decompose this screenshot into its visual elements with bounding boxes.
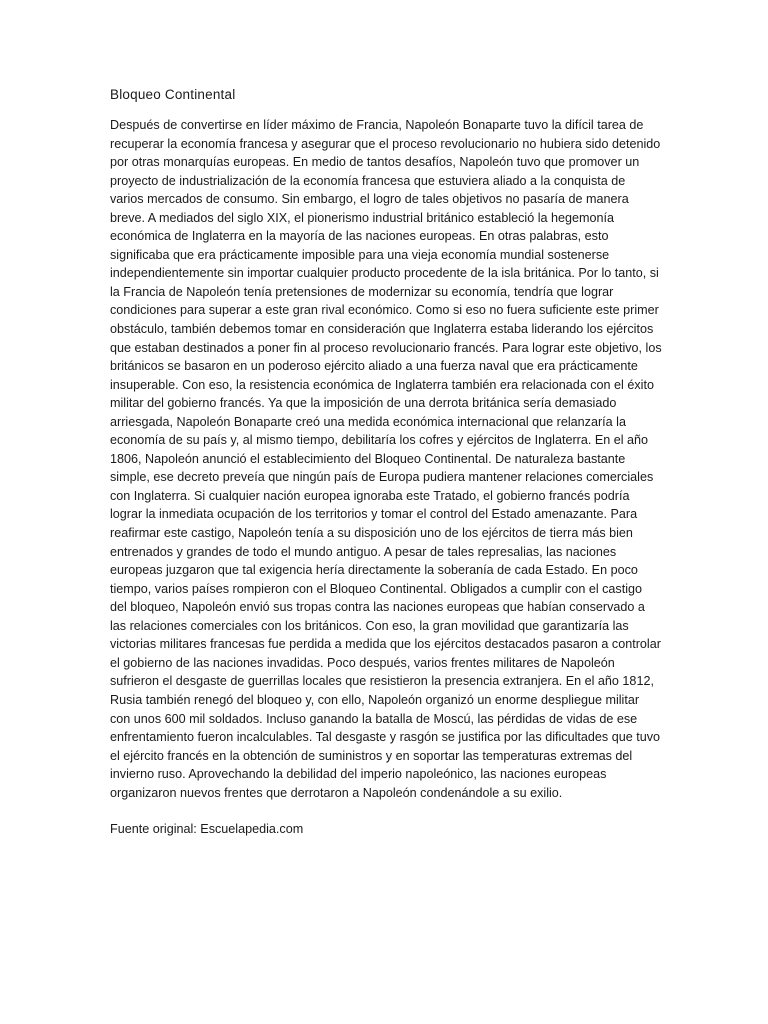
source-credit: Fuente original: Escuelapedia.com — [110, 822, 304, 837]
document-page — [110, 86, 662, 838]
document-body-paragraph: Después de convertirse en líder máximo de Francia, Napoleón Bonaparte tuvo la difícil tarea de recuperar la economía francesa y asegurar que el proceso revolucionario no hubiera sido detenido por otras monarquías europeas. En medio de tantos desafíos, Napoleón tuvo que promover un proyecto de industrialización de la economía francesa que estuviera aliado a la conquista de varios mercados de consumo. Sin embargo, el logro de tales objetivos no pasaría de manera breve. A mediados del siglo XIX, el pionerismo industrial británico estableció la hegemonía económica de Inglaterra en la mayoría de las naciones europeas. En otras palabras, esto significaba que era prácticamente imposible para una vieja economía mundial sostenerse independientemente sin importar cualquier producto procedente de la isla británica. Por lo tanto, si la Francia de Napoleón tenía pretensiones de modernizar su economía, tendría que lograr condiciones para superar a este gran rival económico. Como si eso no fuera suficiente este primer obstáculo, también debemos tomar en consideración que Inglaterra estaba liderando los ejércitos que estaban destinados a poner fin al proceso revolucionario francés. Para lograr este objetivo, los británicos se basaron en un poderoso ejército aliado a una fuerza naval que era prácticamente insuperable. Con eso, la resistencia económica de Inglaterra también era relacionada con el éxito militar del gobierno francés. Ya que la imposición de una derrota británica sería demasiado arriesgada, Napoleón Bonaparte creó una medida económica internacional que relanzaría la economía de su país y, al mismo tiempo, debilitaría los cofres y ejércitos de Inglaterra. En el año 1806, Napoleón anunció el establecimiento del Bloqueo Continental. De naturaleza bastante simple, ese decreto preveía que ningún país de Europa pudiera mantener relaciones comerciales con Inglaterra. Si cualquier nación europea ignoraba este Tratado, el gobierno francés podría lograr la inmediata ocupación de los territorios y tomar el control del Estado amenazante. Para reafirmar este castigo, Napoleón tenía a su disposición uno de los ejércitos de tierra más bien entrenados y grandes de todo el mundo antiguo. A pesar de tales represalias, las naciones europeas juzgaron que tal exigencia hería directamente la soberanía de cada Estado. En poco tiempo, varios países rompieron con el Bloqueo Continental. Obligados a cumplir con el castigo del bloqueo, Napoleón envió sus tropas contra las naciones europeas que habían conservado a las relaciones comerciales con los británicos. Con eso, la gran movilidad que garantizaría las victorias militares francesas fue perdida a medida que los ejércitos destacados pasaron a controlar el gobierno de las naciones invadidas. Poco después, varios frentes militares de Napoleón sufrieron el desgaste de guerrillas locales que resistieron la presencia extranjera. En el año 1812, Rusia también renegó del bloqueo y, con ello, Napoleón organizó un enorme despliegue militar con unos 600 mil soldados. Incluso ganando la batalla de Moscú, las pérdidas de vidas de ese enfrentamiento fueron incalculables. Tal desgaste y rasgón se justifica por las dificultades que tuvo el ejército francés en la obtención de suministros y en soportar las temperaturas extremas del invierno ruso. Aprovechando la debilidad del imperio napoleónico, las naciones europeas organizaron nuevos frentes que derrotaron a Napoleón condenándole a su exilio. — [110, 118, 662, 800]
document-title: Bloqueo Continental — [110, 87, 236, 102]
